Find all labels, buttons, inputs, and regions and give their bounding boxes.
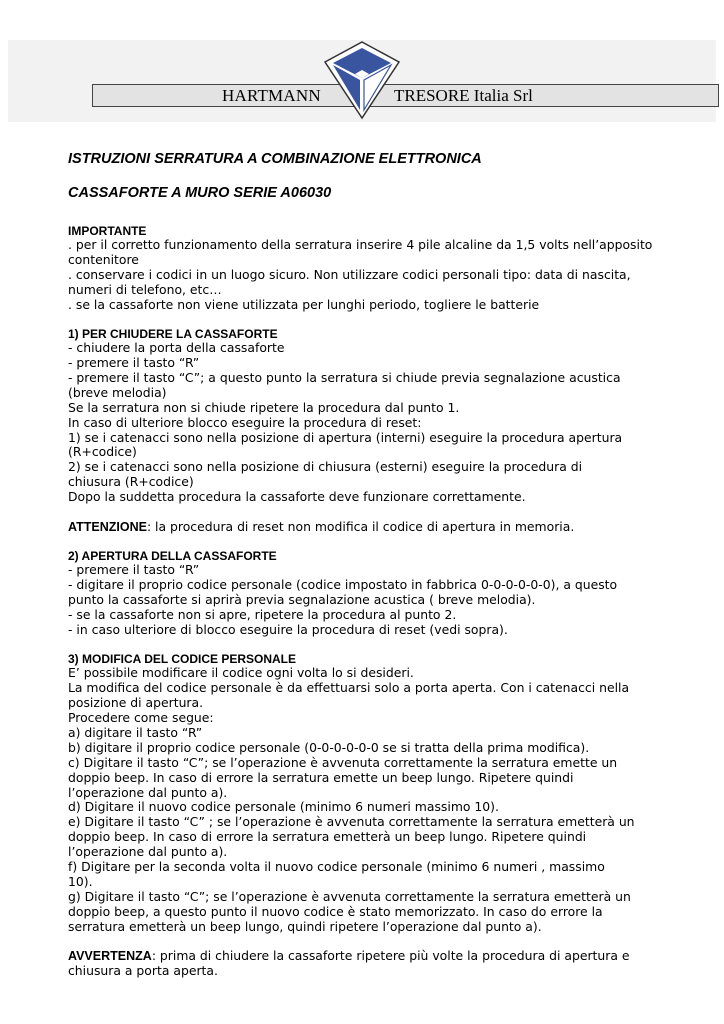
important-line: contenitore	[68, 251, 139, 267]
section1-line: 1) se i catenacci sono nella posizione di apertura (interni) eseguire la procedura apertura	[68, 429, 623, 445]
section1-heading: 1) PER CHIUDERE LA CASSAFORTE	[68, 327, 278, 342]
important-line: . conservare i codici in un luogo sicuro. Non utilizzare codici personali tipo: data di nascita,	[68, 266, 631, 282]
section1-line: - premere il tasto “R”	[68, 355, 200, 371]
section2-heading: 2) APERTURA DELLA CASSAFORTE	[68, 549, 277, 564]
header-right-text: TRESORE Italia Srl	[394, 86, 533, 105]
section1-line: Dopo la suddetta procedura la cassaforte deve funzionare correttamente.	[68, 489, 526, 505]
section3-line: doppio beep. In caso di errore la serratura emetterà un beep lungo. Ripetere quindi	[68, 829, 587, 845]
document-title: ISTRUZIONI SERRATURA A COMBINAZIONE ELETTRONICA	[68, 151, 482, 167]
section1-line: - chiudere la porta della cassaforte	[68, 340, 285, 356]
warning-line: chiusura a porta aperta.	[68, 963, 218, 979]
section3-line: b) digitare il proprio codice personale (0-0-0-0-0-0 se si tratta della prima modifica).	[68, 739, 590, 755]
section3-line: serratura emetterà un beep lungo, quindi ripetere l’operazione dal punto a).	[68, 918, 542, 934]
section2-line: - premere il tasto “R”	[68, 562, 200, 578]
section1-line: (breve melodia)	[68, 384, 167, 400]
important-line: numeri di telefono, etc…	[68, 281, 222, 297]
section3-line: l’operazione dal punto a).	[68, 784, 228, 800]
cube-shield-icon	[323, 40, 401, 120]
important-line: . per il corretto funzionamento della serratura inserire 4 pile alcaline da 1,5 volts nell’apposito	[68, 237, 653, 252]
header-left-text: HARTMANN	[222, 86, 321, 105]
section3-line: Procedere come segue:	[68, 710, 214, 726]
section3-line: posizione di apertura.	[68, 695, 204, 711]
important-heading: IMPORTANTE	[68, 224, 147, 238]
section3-line: c) Digitare il tasto “C”; se l’operazione è avvenuta correttamente la serratura emette un	[68, 754, 618, 770]
section3-line: La modifica del codice personale è da effettuarsi solo a porta aperta. Con i catenacci nella	[68, 680, 630, 696]
section3-line: a) digitare il tasto “R”	[68, 724, 203, 740]
section1-line: (R+codice)	[68, 444, 137, 460]
warning-text: : prima di chiudere la cassaforte ripetere più volte la procedura di apertura e	[151, 948, 630, 964]
section1-line: Se la serratura non si chiude ripetere la procedura dal punto 1.	[68, 399, 460, 415]
section2-line: - in caso ulteriore di blocco eseguire la procedura di reset (vedi sopra).	[68, 621, 508, 637]
section3-line: e) Digitare il tasto “C” ; se l’operazione è avvenuta correttamente la serratura emetterà un	[68, 814, 635, 830]
section2-line: - se la cassaforte non si apre, ripetere la procedura al punto 2.	[68, 606, 457, 622]
warning-label: AVVERTENZA	[68, 949, 152, 964]
important-line: . se la cassaforte non viene utilizzata per lunghi periodo, togliere le batterie	[68, 296, 540, 312]
warning-note	[68, 949, 718, 964]
section2-line: punto la cassaforte si aprirà previa segnalazione acustica ( breve melodia).	[68, 592, 536, 607]
document-subtitle: CASSAFORTE A MURO SERIE A06030	[68, 185, 332, 201]
section3-line: E’ possibile modificare il codice ogni volta lo si desideri.	[68, 665, 414, 681]
section1-line: chiusura (R+codice)	[68, 474, 194, 490]
section3-line: doppio beep, a questo punto il nuovo codice è stato memorizzato. In caso do errore la	[68, 903, 603, 919]
section3-line: doppio beep. In caso di errore la serratura emette un beep lungo. Ripetere quindi	[68, 769, 574, 785]
section3-line: g) Digitare il tasto “C”; se l’operazione è avvenuta correttamente la serratura emetterà un	[68, 888, 631, 904]
attention-note	[68, 520, 718, 535]
section3-heading: 3) MODIFICA DEL CODICE PERSONALE	[68, 652, 297, 667]
section3-line: 10).	[68, 874, 93, 889]
section3-line: d) Digitare il nuovo codice personale (minimo 6 numeri massimo 10).	[68, 799, 499, 815]
section1-line: 2) se i catenacci sono nella posizione di chiusura (esterni) eseguire la procedura di	[68, 459, 583, 475]
section2-line: - digitare il proprio codice personale (codice impostato in fabbrica 0-0-0-0-0-0), a questo	[68, 577, 618, 593]
section1-line: - premere il tasto “C”; a questo punto la serratura si chiude previa segnalazione acustica	[68, 369, 621, 385]
section3-line: f) Digitare per la seconda volta il nuovo codice personale (minimo 6 numeri , massimo	[68, 859, 605, 875]
attention-label: ATTENZIONE	[68, 519, 147, 534]
section3-line: l’operazione dal punto a).	[68, 844, 228, 860]
document-body	[68, 150, 718, 979]
attention-text: : la procedura di reset non modifica il codice di apertura in memoria.	[146, 518, 575, 534]
section1-line: In caso di ulteriore blocco eseguire la procedura di reset:	[68, 414, 422, 430]
